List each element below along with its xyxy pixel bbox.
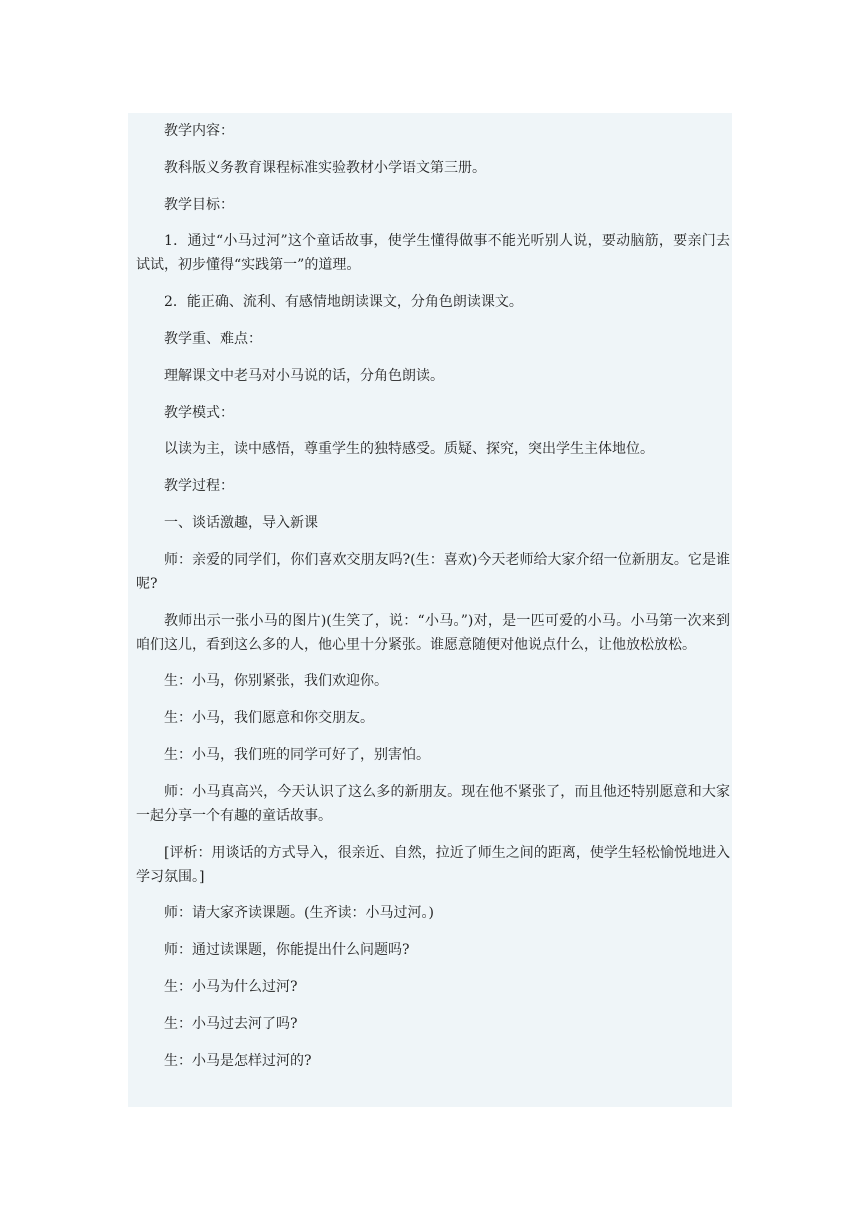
paragraph-dialogue: 生：小马，你别紧张，我们欢迎你。 xyxy=(164,673,388,690)
paragraph-dialogue: 教师出示一张小马的图片)(生笑了，说：“小马。”)对，是一匹可爱的小马。小马第一次来到咱们这儿，看到这么多的人，他心里十分紧张。谁愿意随便对他说点什么，让他放松放松。 xyxy=(136,612,730,653)
paragraph-commentary: [评析：用谈话的方式导入，很亲近、自然，拉近了师生之间的距离，使学生轻松愉悦地进入学习氛围。] xyxy=(136,844,730,885)
paragraph-dialogue: 师：通过读课题，你能提出什么问题吗? xyxy=(164,942,410,959)
paragraph-dialogue: 师：亲爱的同学们，你们喜欢交朋友吗?(生：喜欢)今天老师给大家介绍一位新朋友。它是谁呢? xyxy=(136,551,730,592)
paragraph-dialogue: 师：请大家齐读课题。(生齐读：小马过河。) xyxy=(164,905,434,922)
paragraph-teaching-goals-heading: 教学目标： xyxy=(164,196,234,213)
paragraph-teaching-process-heading: 教学过程： xyxy=(164,478,234,495)
paragraph-dialogue: 师：小马真高兴，今天认识了这么多的新朋友。现在他不紧张了，而且他还特别愿意和大家一起分享一个有趣的童话故事。 xyxy=(136,783,730,824)
paragraph-dialogue: 生：小马过去河了吗? xyxy=(164,1015,298,1032)
paragraph-dialogue: 生：小马，我们班的同学可好了，别害怕。 xyxy=(164,746,430,763)
paragraph-teaching-mode-heading: 教学模式： xyxy=(164,404,234,421)
paragraph-teaching-content: 教科版义务教育课程标准实验教材小学语文第三册。 xyxy=(164,159,486,176)
paragraph-section-1-heading: 一、谈话激趣，导入新课 xyxy=(164,514,318,531)
paragraph-dialogue: 生：小马是怎样过河的? xyxy=(164,1052,312,1069)
paragraph-teaching-content-heading: 教学内容： xyxy=(164,123,234,139)
paragraph-goal-1: 1．通过“小马过河”这个童话故事，使学生懂得做事不能光听别人说，要动脑筋，要亲门去试试，初步懂得“实践第一”的道理。 xyxy=(136,233,730,274)
paragraph-dialogue: 生：小马，我们愿意和你交朋友。 xyxy=(164,710,374,727)
paragraph-goal-2: 2．能正确、流利、有感情地朗读课文，分角色朗读课文。 xyxy=(164,294,523,311)
paragraph-key-points: 理解课文中老马对小马说的话，分角色朗读。 xyxy=(164,367,444,384)
lesson-plan-text xyxy=(128,113,732,1107)
paragraph-teaching-mode: 以读为主，读中感悟，尊重学生的独特感受。质疑、探究，突出学生主体地位。 xyxy=(164,441,654,458)
paragraph-dialogue: 生：小马为什么过河? xyxy=(164,978,298,995)
paragraph-key-points-heading: 教学重、难点： xyxy=(164,330,262,347)
